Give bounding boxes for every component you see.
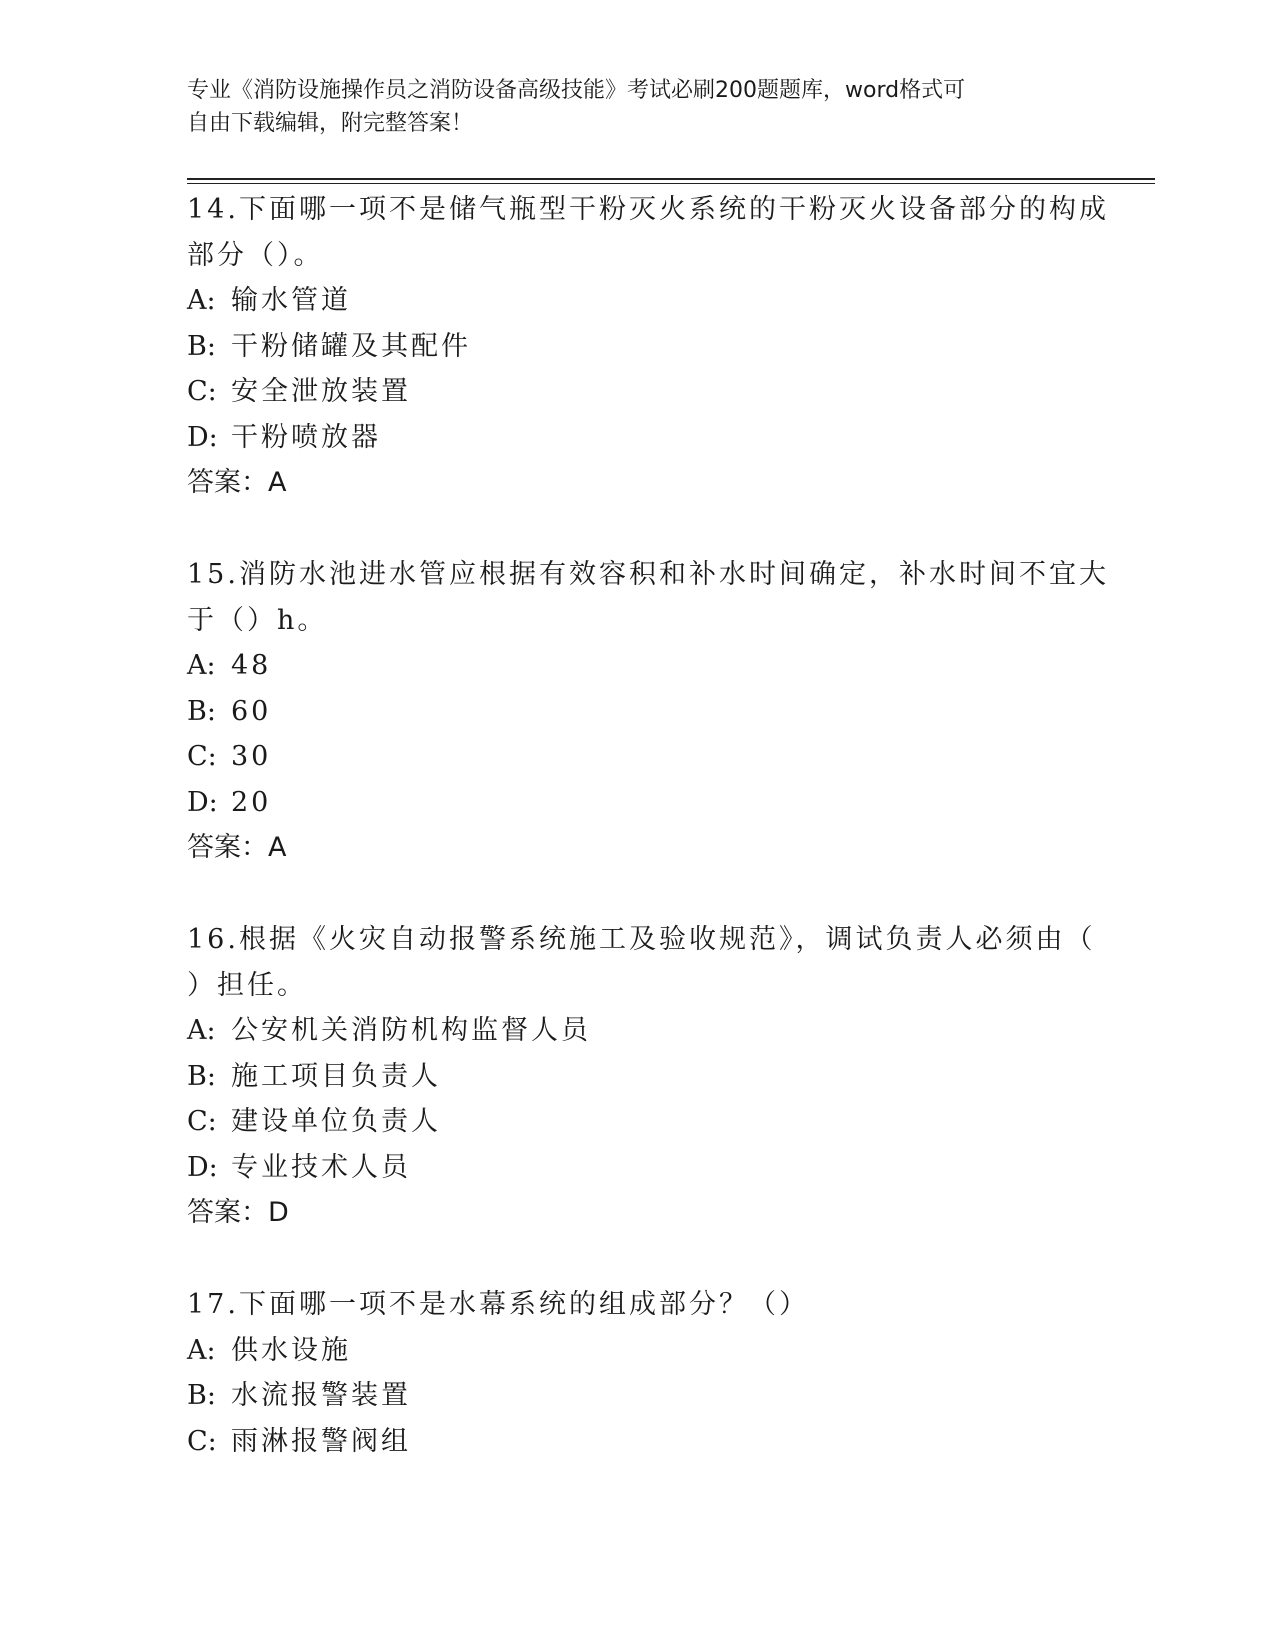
option-letter: B: (187, 1060, 216, 1092)
option-b (187, 1054, 1087, 1100)
header-line-1: 专业《消防设施操作员之消防设备高级技能》考试必刷200题题库，word格式可 (187, 78, 966, 103)
option-text: 48 (231, 650, 272, 681)
option-text: 建设单位负责人 (231, 1106, 441, 1137)
option-b (187, 324, 1087, 370)
option-c (187, 1099, 1087, 1145)
question-text-line: 部分（）。 (187, 239, 324, 271)
option-letter: C: (187, 376, 217, 407)
option-text: 干粉喷放器 (231, 421, 381, 453)
option-text: 20 (231, 786, 272, 818)
answer-line: 答案：D (187, 1197, 289, 1228)
option-text: 公安机关消防机构监督人员 (231, 1015, 591, 1046)
option-c (187, 1419, 1087, 1465)
option-letter: C: (187, 1425, 217, 1457)
option-letter: C: (187, 741, 217, 772)
question-text-line: ）担任。 (187, 969, 307, 1001)
option-d (187, 415, 1087, 461)
question-15 (187, 552, 1109, 871)
option-a (187, 1008, 1087, 1054)
option-letter: D: (187, 786, 218, 818)
option-d (187, 1145, 1087, 1191)
option-letter: B: (187, 330, 216, 362)
question-16 (187, 917, 1096, 1236)
option-d (187, 780, 1087, 826)
question-17 (187, 1282, 1087, 1464)
option-b (187, 689, 1087, 735)
option-letter: D: (187, 421, 218, 453)
option-text: 施工项目负责人 (231, 1060, 441, 1092)
option-c (187, 369, 1087, 415)
option-text: 水流报警装置 (231, 1380, 411, 1411)
question-text-line: 16.根据《火灾自动报警系统施工及验收规范》，调试负责人必须由（ (187, 924, 1096, 955)
question-text-line: 15.消防水池进水管应根据有效容积和补水时间确定，补水时间不宜大 (187, 559, 1109, 590)
option-text: 供水设施 (231, 1334, 351, 1366)
option-letter: A: (187, 285, 216, 316)
option-c (187, 734, 1087, 780)
option-b (187, 1373, 1087, 1419)
option-text: 输水管道 (231, 285, 351, 316)
option-letter: D: (187, 1151, 218, 1183)
document-header (187, 74, 1087, 140)
option-text: 安全泄放装置 (231, 376, 411, 407)
option-text: 专业技术人员 (231, 1151, 411, 1183)
option-text: 60 (231, 695, 272, 727)
option-letter: A: (187, 1015, 216, 1046)
header-line-2: 自由下载编辑，附完整答案！ (187, 111, 474, 136)
question-14 (187, 187, 1109, 506)
option-letter: A: (187, 1334, 216, 1366)
option-letter: B: (187, 1380, 216, 1411)
question-text-line: 14.下面哪一项不是储气瓶型干粉灭火系统的干粉灭火设备部分的构成 (187, 194, 1109, 225)
answer-line: 答案：A (187, 467, 287, 498)
option-text: 干粉储罐及其配件 (231, 330, 471, 362)
option-text: 雨淋报警阀组 (231, 1425, 411, 1457)
option-a (187, 1328, 1087, 1374)
question-text-line: 于（）h。 (187, 604, 328, 636)
option-letter: C: (187, 1106, 217, 1137)
option-letter: B: (187, 695, 216, 727)
header-divider (187, 178, 1155, 184)
option-a (187, 278, 1087, 324)
question-text-line: 17.下面哪一项不是水幕系统的组成部分？（） (187, 1289, 809, 1320)
option-letter: A: (187, 650, 216, 681)
option-a (187, 643, 1087, 689)
answer-line: 答案：A (187, 832, 287, 863)
option-text: 30 (231, 741, 272, 772)
